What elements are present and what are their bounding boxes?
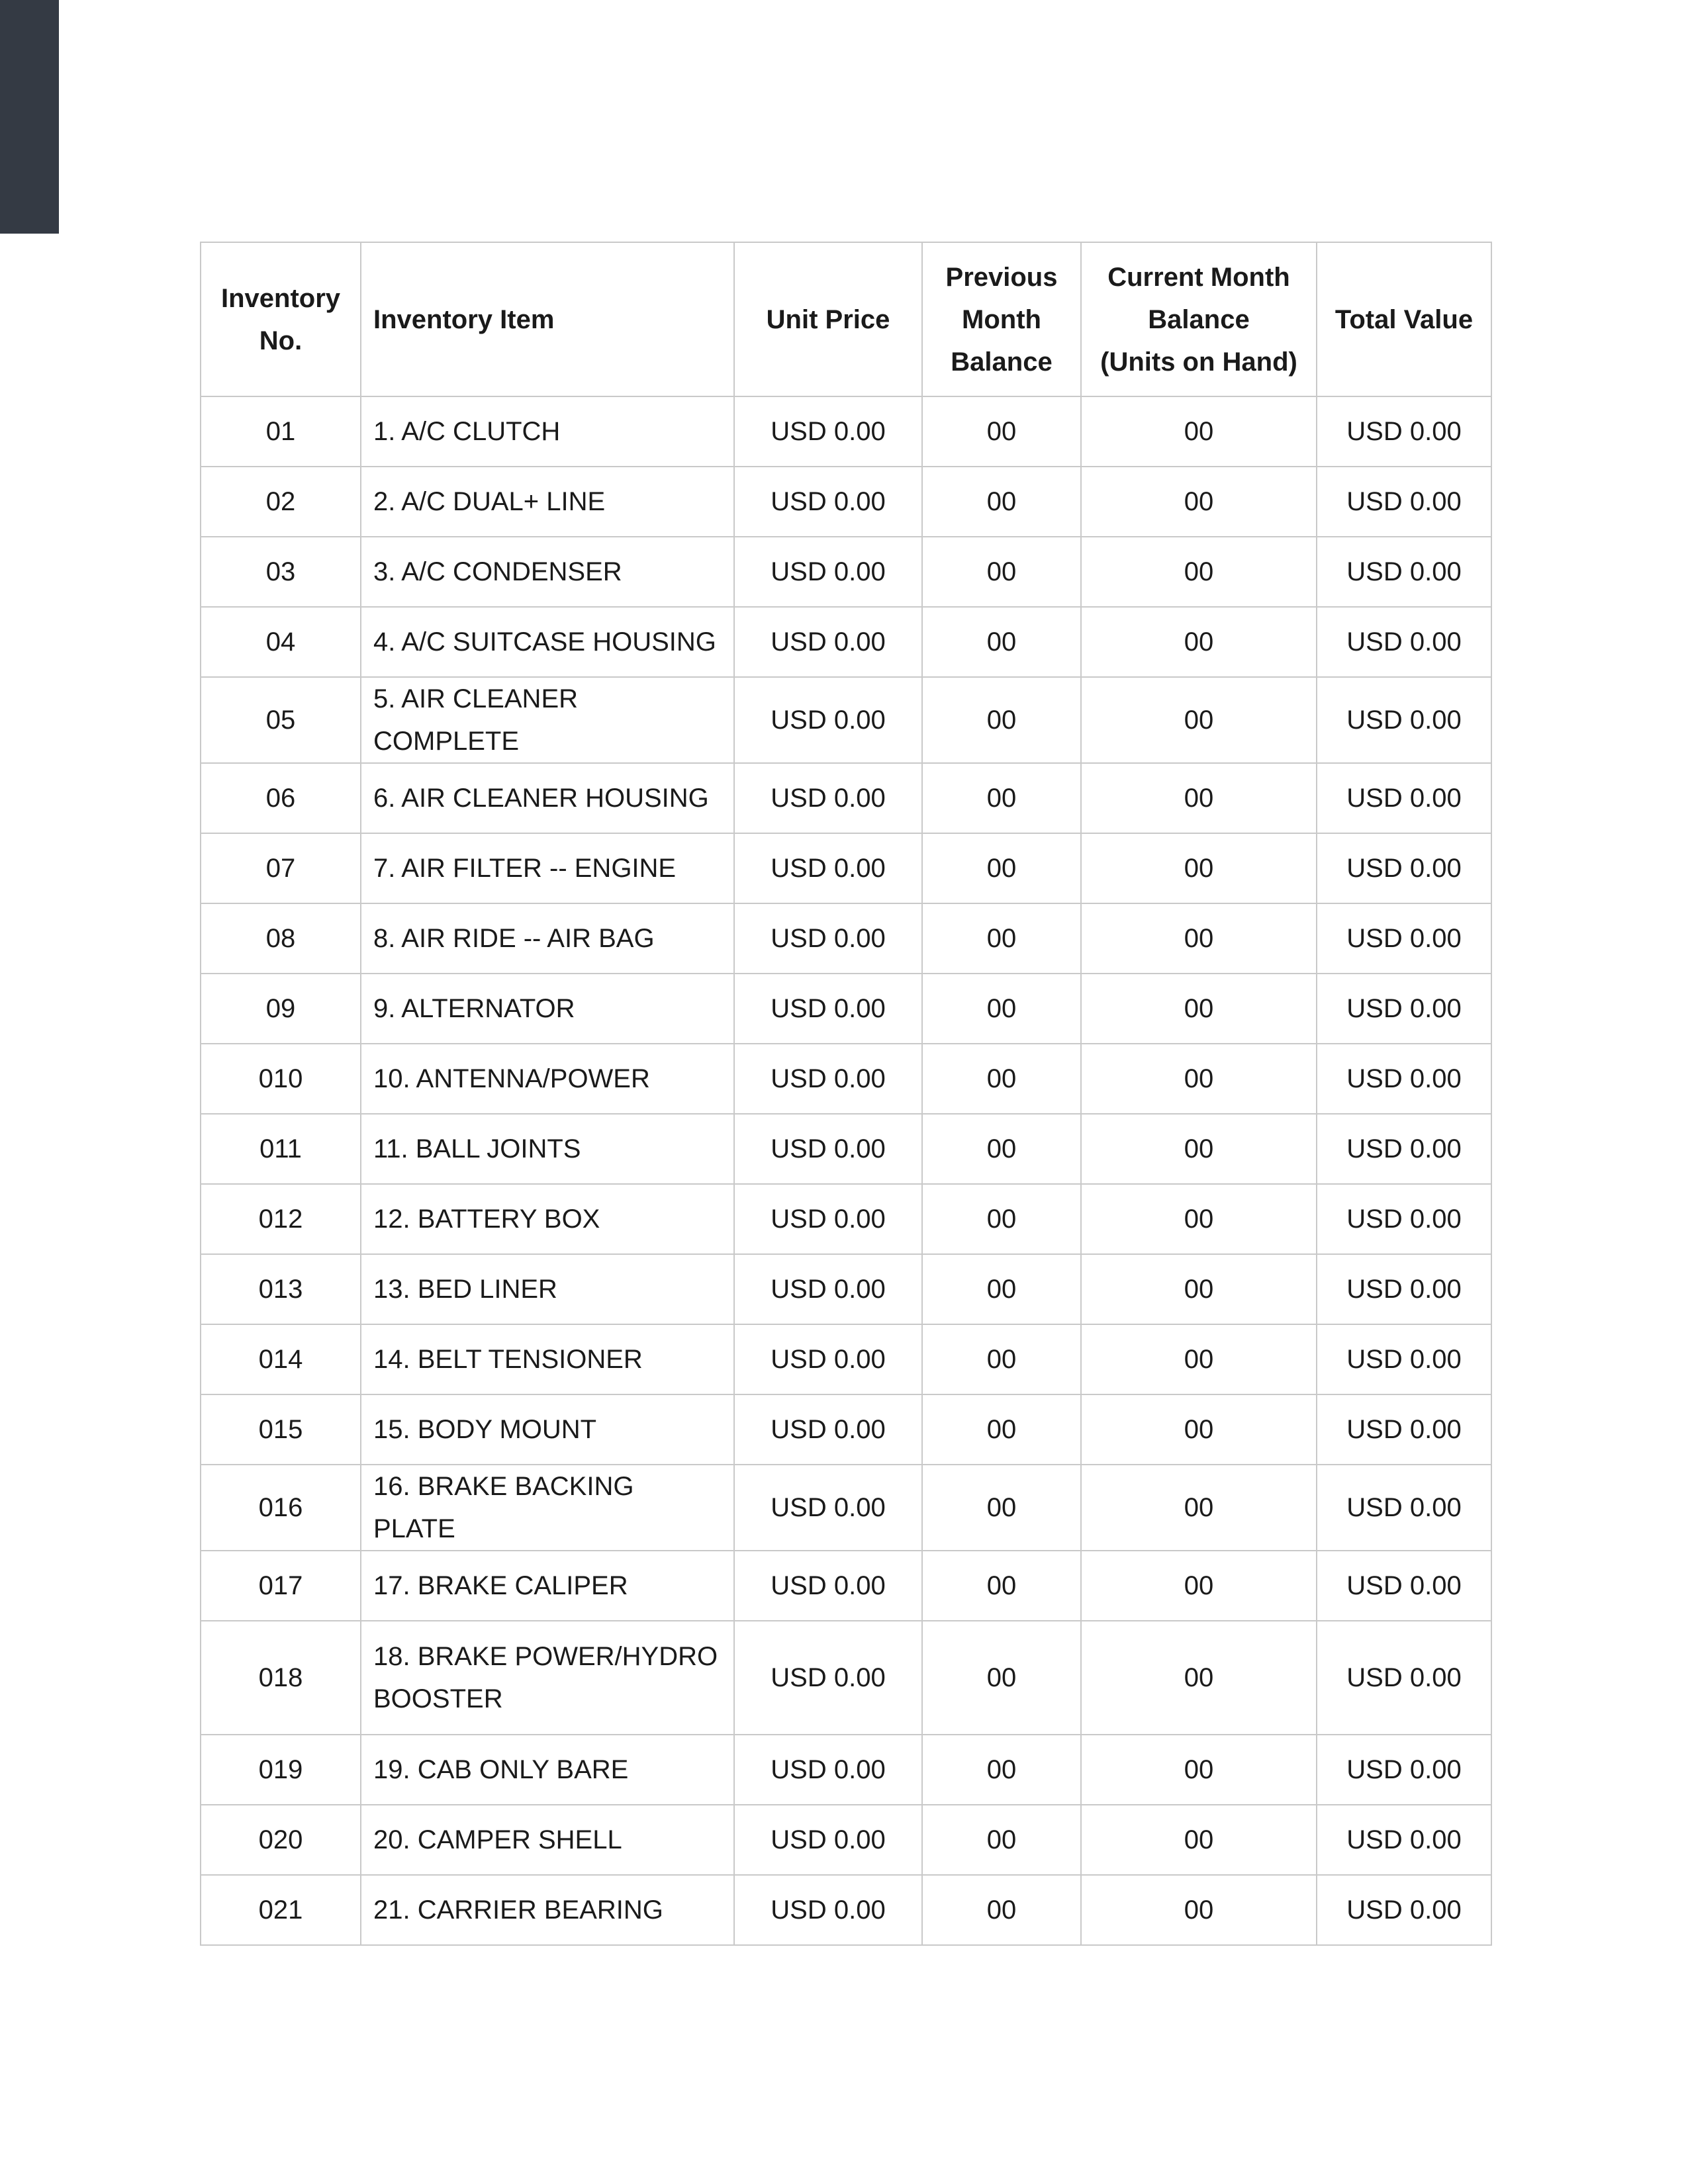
cell-inventory-no: 020: [201, 1805, 361, 1875]
cell-current-balance: 00: [1081, 1735, 1317, 1805]
cell-current-balance: 00: [1081, 1465, 1317, 1551]
cell-total-value: USD 0.00: [1317, 677, 1491, 763]
header-previous-month-balance: [922, 242, 1081, 396]
cell-inventory-item: 12. BATTERY BOX: [361, 1184, 734, 1254]
cell-unit-price: USD 0.00: [734, 1254, 922, 1324]
cell-inventory-no: 04: [201, 607, 361, 677]
header-inventory-item: [361, 242, 734, 396]
cell-current-balance: 00: [1081, 1044, 1317, 1114]
cell-inventory-no: 012: [201, 1184, 361, 1254]
header-text: Current Month: [1107, 262, 1290, 292]
cell-current-balance: 00: [1081, 1324, 1317, 1394]
side-tab-decoration: [0, 0, 59, 234]
cell-inventory-no: 09: [201, 974, 361, 1044]
table-row: [201, 833, 1491, 903]
cell-unit-price: USD 0.00: [734, 537, 922, 607]
cell-unit-price: USD 0.00: [734, 1551, 922, 1621]
cell-inventory-item: 13. BED LINER: [361, 1254, 734, 1324]
cell-inventory-no: 011: [201, 1114, 361, 1184]
cell-unit-price: USD 0.00: [734, 1805, 922, 1875]
cell-inventory-item: 9. ALTERNATOR: [361, 974, 734, 1044]
cell-inventory-no: 06: [201, 763, 361, 833]
table-row: [201, 903, 1491, 974]
cell-inventory-item: 19. CAB ONLY BARE: [361, 1735, 734, 1805]
header-text: (Units on Hand): [1100, 347, 1297, 377]
table-row: [201, 1465, 1491, 1551]
cell-previous-balance: 00: [922, 974, 1081, 1044]
table-row: [201, 537, 1491, 607]
header-inventory-no: [201, 242, 361, 396]
cell-inventory-no: 02: [201, 467, 361, 537]
cell-previous-balance: 00: [922, 677, 1081, 763]
cell-unit-price: USD 0.00: [734, 903, 922, 974]
cell-inventory-no: 016: [201, 1465, 361, 1551]
cell-previous-balance: 00: [922, 1465, 1081, 1551]
cell-total-value: USD 0.00: [1317, 467, 1491, 537]
cell-total-value: USD 0.00: [1317, 903, 1491, 974]
cell-previous-balance: 00: [922, 1621, 1081, 1735]
cell-inventory-item: 15. BODY MOUNT: [361, 1394, 734, 1465]
cell-unit-price: USD 0.00: [734, 467, 922, 537]
cell-total-value: USD 0.00: [1317, 974, 1491, 1044]
cell-current-balance: 00: [1081, 1254, 1317, 1324]
table-row: [201, 1805, 1491, 1875]
cell-inventory-item: 7. AIR FILTER -- ENGINE: [361, 833, 734, 903]
cell-inventory-item: 16. BRAKE BACKING PLATE: [361, 1465, 734, 1551]
cell-unit-price: USD 0.00: [734, 1324, 922, 1394]
table-row: [201, 607, 1491, 677]
cell-inventory-no: 014: [201, 1324, 361, 1394]
header-text: Previous: [945, 262, 1058, 292]
table-row: [201, 974, 1491, 1044]
cell-previous-balance: 00: [922, 396, 1081, 467]
cell-previous-balance: 00: [922, 763, 1081, 833]
cell-inventory-item: 11. BALL JOINTS: [361, 1114, 734, 1184]
table-row: [201, 677, 1491, 763]
cell-inventory-no: 05: [201, 677, 361, 763]
cell-previous-balance: 00: [922, 537, 1081, 607]
cell-total-value: USD 0.00: [1317, 1114, 1491, 1184]
cell-previous-balance: 00: [922, 1114, 1081, 1184]
cell-current-balance: 00: [1081, 1875, 1317, 1945]
cell-previous-balance: 00: [922, 833, 1081, 903]
cell-total-value: USD 0.00: [1317, 1621, 1491, 1735]
header-total-value: [1317, 242, 1491, 396]
cell-total-value: USD 0.00: [1317, 1184, 1491, 1254]
header-text: No.: [259, 326, 303, 355]
cell-inventory-no: 013: [201, 1254, 361, 1324]
table-row: [201, 763, 1491, 833]
cell-current-balance: 00: [1081, 1114, 1317, 1184]
inventory-table: [200, 242, 1492, 1946]
cell-inventory-no: 015: [201, 1394, 361, 1465]
cell-current-balance: 00: [1081, 763, 1317, 833]
cell-unit-price: USD 0.00: [734, 833, 922, 903]
cell-inventory-item: 14. BELT TENSIONER: [361, 1324, 734, 1394]
cell-current-balance: 00: [1081, 1394, 1317, 1465]
table-row: [201, 1394, 1491, 1465]
cell-inventory-no: 021: [201, 1875, 361, 1945]
cell-total-value: USD 0.00: [1317, 1735, 1491, 1805]
header-text: Month: [962, 304, 1041, 334]
cell-inventory-item: 6. AIR CLEANER HOUSING: [361, 763, 734, 833]
cell-inventory-item: 3. A/C CONDENSER: [361, 537, 734, 607]
cell-current-balance: 00: [1081, 1621, 1317, 1735]
cell-total-value: USD 0.00: [1317, 607, 1491, 677]
table-row: [201, 1735, 1491, 1805]
cell-current-balance: 00: [1081, 974, 1317, 1044]
cell-inventory-no: 01: [201, 396, 361, 467]
cell-inventory-item: 5. AIR CLEANER COMPLETE: [361, 677, 734, 763]
cell-unit-price: USD 0.00: [734, 1735, 922, 1805]
cell-unit-price: USD 0.00: [734, 1044, 922, 1114]
cell-current-balance: 00: [1081, 537, 1317, 607]
cell-current-balance: 00: [1081, 467, 1317, 537]
cell-current-balance: 00: [1081, 833, 1317, 903]
cell-previous-balance: 00: [922, 1254, 1081, 1324]
header-text: Balance: [1148, 304, 1250, 334]
table-header-row: [201, 242, 1491, 396]
cell-total-value: USD 0.00: [1317, 1551, 1491, 1621]
cell-inventory-item: 1. A/C CLUTCH: [361, 396, 734, 467]
cell-inventory-no: 010: [201, 1044, 361, 1114]
cell-inventory-item: 10. ANTENNA/POWER: [361, 1044, 734, 1114]
header-text: Unit Price: [766, 304, 890, 334]
header-text: Total Value: [1335, 304, 1474, 334]
table-row: [201, 467, 1491, 537]
header-unit-price: [734, 242, 922, 396]
table-row: [201, 1875, 1491, 1945]
header-text: Inventory: [220, 283, 341, 313]
cell-inventory-no: 03: [201, 537, 361, 607]
cell-total-value: USD 0.00: [1317, 1324, 1491, 1394]
cell-previous-balance: 00: [922, 903, 1081, 974]
table-row: [201, 396, 1491, 467]
cell-previous-balance: 00: [922, 1184, 1081, 1254]
table-row: [201, 1254, 1491, 1324]
cell-inventory-no: 018: [201, 1621, 361, 1735]
cell-previous-balance: 00: [922, 467, 1081, 537]
cell-inventory-no: 08: [201, 903, 361, 974]
cell-previous-balance: 00: [922, 1551, 1081, 1621]
cell-current-balance: 00: [1081, 1805, 1317, 1875]
header-text: Balance: [951, 347, 1053, 377]
table-row: [201, 1114, 1491, 1184]
cell-inventory-no: 07: [201, 833, 361, 903]
cell-total-value: USD 0.00: [1317, 396, 1491, 467]
cell-unit-price: USD 0.00: [734, 1394, 922, 1465]
cell-unit-price: USD 0.00: [734, 763, 922, 833]
table-row: [201, 1621, 1491, 1735]
cell-total-value: USD 0.00: [1317, 1805, 1491, 1875]
cell-total-value: USD 0.00: [1317, 1044, 1491, 1114]
cell-unit-price: USD 0.00: [734, 1114, 922, 1184]
cell-previous-balance: 00: [922, 1875, 1081, 1945]
cell-inventory-item: 8. AIR RIDE -- AIR BAG: [361, 903, 734, 974]
cell-unit-price: USD 0.00: [734, 1184, 922, 1254]
cell-unit-price: USD 0.00: [734, 607, 922, 677]
cell-previous-balance: 00: [922, 1324, 1081, 1394]
cell-total-value: USD 0.00: [1317, 833, 1491, 903]
cell-current-balance: 00: [1081, 1551, 1317, 1621]
cell-total-value: USD 0.00: [1317, 1465, 1491, 1551]
cell-current-balance: 00: [1081, 607, 1317, 677]
cell-inventory-item: 18. BRAKE POWER/HYDRO BOOSTER: [361, 1621, 734, 1735]
cell-current-balance: 00: [1081, 677, 1317, 763]
cell-previous-balance: 00: [922, 1394, 1081, 1465]
cell-inventory-no: 019: [201, 1735, 361, 1805]
cell-inventory-no: 017: [201, 1551, 361, 1621]
header-current-month-balance: [1081, 242, 1317, 396]
cell-total-value: USD 0.00: [1317, 1254, 1491, 1324]
header-text: Inventory Item: [373, 304, 555, 334]
cell-inventory-item: 17. BRAKE CALIPER: [361, 1551, 734, 1621]
cell-unit-price: USD 0.00: [734, 1875, 922, 1945]
cell-inventory-item: 21. CARRIER BEARING: [361, 1875, 734, 1945]
cell-total-value: USD 0.00: [1317, 1394, 1491, 1465]
cell-current-balance: 00: [1081, 903, 1317, 974]
table-row: [201, 1044, 1491, 1114]
cell-unit-price: USD 0.00: [734, 677, 922, 763]
cell-total-value: USD 0.00: [1317, 763, 1491, 833]
cell-unit-price: USD 0.00: [734, 396, 922, 467]
cell-total-value: USD 0.00: [1317, 1875, 1491, 1945]
cell-unit-price: USD 0.00: [734, 974, 922, 1044]
cell-previous-balance: 00: [922, 1735, 1081, 1805]
table-row: [201, 1184, 1491, 1254]
table-row: [201, 1324, 1491, 1394]
cell-inventory-item: 4. A/C SUITCASE HOUSING: [361, 607, 734, 677]
cell-inventory-item: 2. A/C DUAL+ LINE: [361, 467, 734, 537]
cell-previous-balance: 00: [922, 1044, 1081, 1114]
cell-previous-balance: 00: [922, 607, 1081, 677]
table-row: [201, 1551, 1491, 1621]
cell-current-balance: 00: [1081, 396, 1317, 467]
cell-unit-price: USD 0.00: [734, 1465, 922, 1551]
cell-total-value: USD 0.00: [1317, 537, 1491, 607]
cell-current-balance: 00: [1081, 1184, 1317, 1254]
cell-unit-price: USD 0.00: [734, 1621, 922, 1735]
cell-previous-balance: 00: [922, 1805, 1081, 1875]
cell-inventory-item: 20. CAMPER SHELL: [361, 1805, 734, 1875]
